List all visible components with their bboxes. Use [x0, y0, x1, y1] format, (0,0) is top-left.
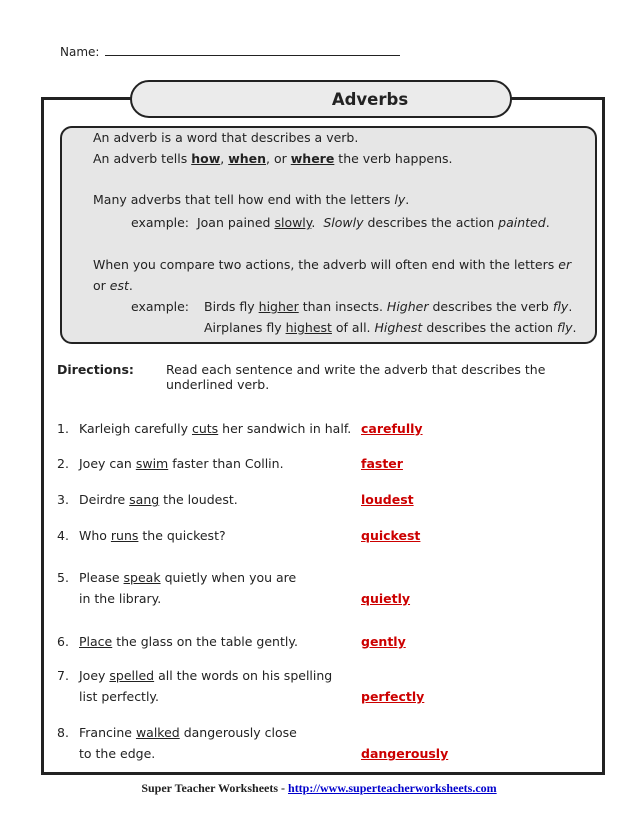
answer: quietly [361, 591, 411, 606]
answer: loudest [361, 492, 414, 507]
page-title: Adverbs [331, 90, 409, 109]
info-text: . [405, 192, 410, 207]
suffix-est: est [109, 278, 129, 293]
info-text: . [545, 215, 550, 230]
info-text: . [311, 215, 316, 230]
keyword-when: when [228, 151, 267, 166]
example-adverb: slowly [274, 215, 312, 230]
sentence-text: her sandwich in half. [218, 421, 352, 436]
info-line-3 [93, 192, 409, 207]
info-text: . [128, 278, 133, 293]
question-sentence [79, 668, 332, 683]
info-text: An adverb tells [93, 151, 192, 166]
info-text: the verb happens. [334, 151, 453, 166]
keyword-how: how [191, 151, 221, 166]
info-line-4 [93, 257, 571, 272]
info-text: or [93, 278, 110, 293]
name-row [60, 45, 400, 59]
question-number: 7. [57, 668, 69, 683]
example-label: example: [131, 215, 190, 230]
info-text: Many adverbs that tell how end with the letters [93, 192, 395, 207]
footer-separator: - [278, 781, 289, 795]
info-text: than insects. [298, 299, 387, 314]
underlined-verb: speak [123, 570, 161, 585]
sentence-text: Please [79, 570, 124, 585]
question-sentence [79, 528, 226, 543]
sentence-text: dangerously close [179, 725, 297, 740]
answer: perfectly [361, 689, 425, 704]
sentence-text: Deirdre [79, 492, 130, 507]
directions-label: Directions: [57, 362, 134, 377]
info-line-2 [93, 151, 452, 166]
sentence-text: quietly when you are [160, 570, 297, 585]
directions-line-1: Read each sentence and write the adverb that describes the [166, 362, 546, 377]
example-italic: fly [557, 320, 573, 335]
example-2-label [131, 299, 189, 314]
underlined-verb: runs [110, 528, 139, 543]
question-number: 1. [57, 421, 69, 436]
example-italic: painted [498, 215, 546, 230]
question-sentence [79, 421, 351, 436]
example-italic: Highest [374, 320, 423, 335]
name-blank-line [105, 45, 400, 56]
sentence-text: the quickest? [138, 528, 226, 543]
example-italic: Higher [386, 299, 429, 314]
answer: faster [361, 456, 403, 471]
answer: dangerously [361, 746, 449, 761]
example-1 [131, 215, 550, 230]
info-text: Airplanes fly [204, 320, 286, 335]
sentence-text: Who [79, 528, 111, 543]
directions-line-2: underlined verb. [166, 377, 270, 392]
question-number: 8. [57, 725, 69, 740]
question-sentence [79, 492, 238, 507]
underlined-verb: cuts [191, 421, 219, 436]
answer: gently [361, 634, 406, 649]
info-line-1 [93, 130, 358, 145]
footer-brand: Super Teacher Worksheets [141, 781, 279, 795]
info-text: , or [266, 151, 291, 166]
underlined-verb: spelled [109, 668, 155, 683]
info-text: of all. [331, 320, 375, 335]
question-number: 6. [57, 634, 69, 649]
footer [0, 781, 638, 796]
underlined-verb: walked [135, 725, 180, 740]
sentence-text: faster than Collin. [168, 456, 284, 471]
example-2a [204, 299, 572, 314]
sentence-text: the loudest. [159, 492, 238, 507]
question-sentence-continued: list perfectly. [79, 689, 160, 704]
sentence-text: all the words on his spelling [154, 668, 333, 683]
underlined-verb: sang [129, 492, 160, 507]
name-label: Name: [60, 45, 100, 59]
underlined-verb: swim [135, 456, 169, 471]
title-banner [130, 80, 512, 118]
example-italic: Slowly [323, 215, 364, 230]
sentence-text: Francine [79, 725, 136, 740]
info-text: Joan pained [196, 215, 275, 230]
info-text: describes the action [422, 320, 557, 335]
info-text: An adverb is a word that describes a verb. [93, 130, 359, 145]
question-sentence [79, 634, 298, 649]
info-line-5 [93, 278, 133, 293]
suffix-ly: ly [394, 192, 406, 207]
example-label: example: [131, 299, 190, 314]
example-italic: fly [552, 299, 569, 314]
sentence-text: Karleigh carefully [79, 421, 192, 436]
sentence-text: the glass on the table gently. [112, 634, 298, 649]
question-number: 3. [57, 492, 69, 507]
info-text: describes the verb [428, 299, 553, 314]
answer: quickest [361, 528, 421, 543]
question-sentence [79, 725, 297, 740]
info-text: . [568, 299, 573, 314]
question-sentence [79, 570, 296, 585]
question-sentence-continued: to the edge. [79, 746, 156, 761]
underlined-verb: Place [79, 634, 113, 649]
question-sentence-continued: in the library. [79, 591, 162, 606]
keyword-where: where [290, 151, 335, 166]
info-text: , [220, 151, 229, 166]
info-text: . [572, 320, 577, 335]
sentence-text: Joey can [79, 456, 136, 471]
info-text: When you compare two actions, the adverb will often end with the letters [93, 257, 559, 272]
answer: carefully [361, 421, 423, 436]
example-2b [204, 320, 576, 335]
question-number: 5. [57, 570, 69, 585]
info-text: describes the action [363, 215, 499, 230]
footer-link[interactable]: http://www.superteacherworksheets.com [288, 781, 497, 795]
suffix-er: er [558, 257, 572, 272]
sentence-text: Joey [79, 668, 110, 683]
info-text: Birds fly [204, 299, 259, 314]
question-number: 4. [57, 528, 69, 543]
example-adverb: higher [258, 299, 299, 314]
question-sentence [79, 456, 284, 471]
example-adverb: highest [285, 320, 332, 335]
question-number: 2. [57, 456, 69, 471]
